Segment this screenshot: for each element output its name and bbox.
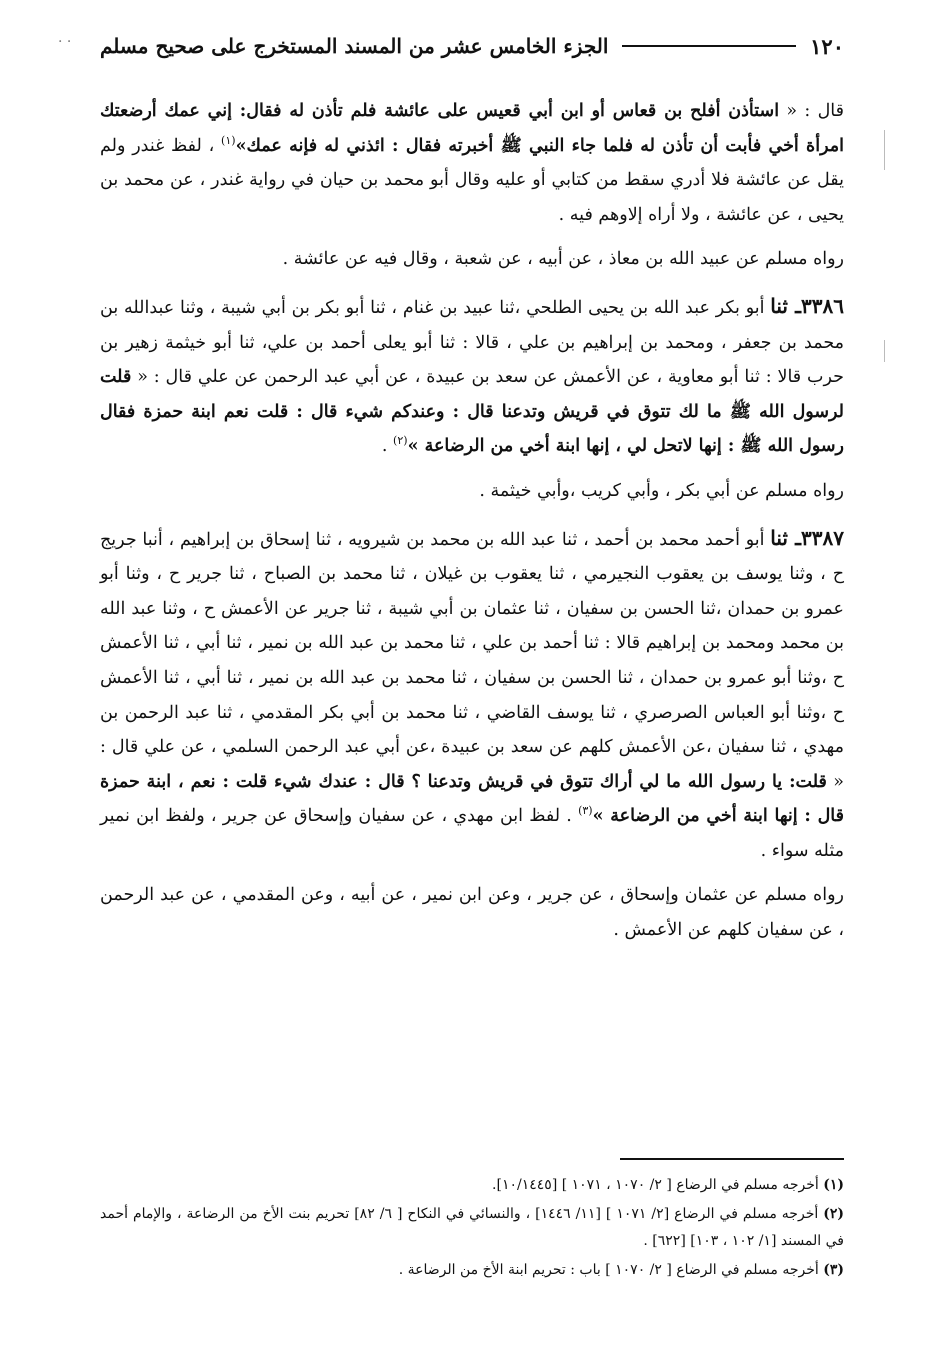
margin-tick	[884, 130, 885, 170]
footnote-ref[interactable]: (١)	[221, 133, 236, 147]
hadith-number: ٣٣٨٦	[801, 293, 844, 318]
hadith-3386	[100, 289, 844, 464]
hadith-matn: استأذن أفلح بن قعاس أو ابن أبي قعيس على عائشة فلم تأذن له فقال: إني عمك أرضعتك امرأة أخي فأبت أن تأذن له فلما جاء النبي ﷺ أخبرته فقال : ائذني له فإنه عمك»	[100, 101, 844, 156]
footnote-mark: (٣)	[823, 1262, 844, 1278]
hadith-end: .	[381, 436, 388, 457]
page-number: ١٢٠	[810, 33, 844, 59]
margin-tick	[884, 340, 885, 362]
footnote-1	[100, 1172, 844, 1199]
hadith-thana: ـ ثنا	[770, 525, 802, 550]
hadith-matn: قلت لرسول الله ﷺ ما لك تتوق في قريش وتدعنا قال : وعندكم شيء قال : قلت نعم ابنة حمزة فقال رسول الله ﷺ : إنها لاتحل لي ، إنها ابنة أخي من الرضاعة »	[100, 367, 844, 457]
page-body	[100, 94, 844, 960]
footnote-text: أخرجه مسلم في الرضاع [٢/ ١٠٧١ ] [١١/ ١٤٤٦] ، والنسائي في النكاح [ ٦/ ٨٢] تحريم بنت الأخ من الرضاعة ، والإمام أحمد في المسند [١/ ١٠٢ ، ١٠٣] [٦٢٢] .	[100, 1206, 844, 1249]
narration-3387: رواه مسلم عن عثمان وإسحاق ، عن جرير ، وعن ابن نمير ، عن أبيه ، وعن المقدمي ، عن عبد الرحمن ، عن سفيان كلهم عن الأعمش .	[100, 885, 844, 941]
running-title: الجزء الخامس عشر من المسند المستخرج على صحيح مسلم	[100, 34, 609, 58]
footnote-ref[interactable]: (٢)	[393, 434, 408, 448]
hadith-intro: قال : «	[786, 101, 844, 121]
hadith-matn: قلت: يا رسول الله ما لي أراك تتوق في قريش وتدعنا ؟ قال : عندك شيء قلت : نعم ، ابنة حمزة قال : إنها ابنة أخي من الرضاعة »	[100, 771, 844, 827]
header-rule	[622, 45, 796, 47]
hadith-commentary: . لفظ ابن مهدي ، عن سفيان وإسحاق عن جرير ، ولفظ ابن نمير مثله سواء .	[100, 806, 844, 861]
hadith-3385-tail	[100, 94, 844, 232]
hadith-isnad: أبو أحمد محمد بن أحمد ، ثنا عبد الله بن محمد بن شيرويه ، ثنا إسحاق بن إبراهيم ، أنبا جريج ح ، وثنا يوسف بن يعقوب النجيرمي ، ثنا يعقوب بن غيلان ، ثنا محمد بن الصباح ، ثنا جرير ح ، وثنا أبو عمرو بن حمدان ،ثنا الحسن بن سفيان ، ثنا عثمان بن أبي شيبة ، ثنا جرير عن الأعمش ح ، وثنا عبد الله بن محمد ومحمد بن إبراهيم قالا : ثنا أحمد بن علي ، ثنا محمد بن عبد الله بن نمير ، ثنا أبي ، ثنا الأعمش ح ،وثنا أبو عمرو بن حمدان ، ثنا الحسن بن سفيان ، ثنا محمد بن عبد الله بن نمير ، ثنا أبي ، ثنا الأعمش ح ،وثنا أبو العباس الصرصري ، ثنا يوسف القاضي ، ثنا محمد بن أبي بكر المقدمي ، ثنا عبد الرحمن بن مهدي ، ثنا سفيان ،عن الأعمش كلهم عن سعد بن عبيدة ،عن أبي عبد الرحمن السلمي ، عن علي قال : «	[100, 529, 844, 792]
footnote-rule	[620, 1158, 844, 1160]
footnotes	[100, 1172, 844, 1286]
footnote-ref[interactable]: (٣)	[578, 804, 593, 818]
hadith-number: ٣٣٨٧	[801, 525, 844, 550]
narration-3385: رواه مسلم عن عبيد الله بن معاذ ، عن أبيه ، عن شعبة ، وقال فيه عن عائشة .	[282, 249, 844, 270]
footnote-mark: (٢)	[823, 1206, 845, 1222]
hadith-commentary: ، لفظ غندر ولم يقل عن عائشة فلا أدري سقط من كتابي أو عليه وقال أبو محمد بن حيان في رواية غندر ، عن محمد بن يحيى ، عن عائشة ، ولا أراه إلاوهم فيه .	[100, 135, 844, 225]
hadith-isnad: أبو بكر عبد الله بن يحيى الطلحي ،ثنا عبيد بن غنام ، ثنا أبو بكر بن أبي شيبة ، وثنا عبدالله بن محمد بن جعفر ، ومحمد بن إبراهيم بن علي ، قالا : ثنا أبو يعلى أحمد بن علي، ثنا أبو خيثمة زهير بن حرب قالا : ثنا أبو معاوية ، عن الأعمش عن سعد بن عبيدة ، عن أبي عبد الرحمن عن علي قال : «	[100, 297, 844, 388]
narration-3386: رواه مسلم عن أبي بكر ، وأبي كريب ،وأبي خيثمة .	[479, 480, 844, 501]
footnote-3	[100, 1257, 844, 1284]
footnote-text: أخرجه مسلم في الرضاع [ ٢/ ١٠٧٠ ] باب : تحريم ابنة الأخ من الرضاعة .	[398, 1262, 819, 1278]
footnote-mark: (١)	[823, 1177, 844, 1193]
hadith-thana: ـ ثنا	[770, 293, 802, 318]
hadith-3387	[100, 521, 844, 869]
footnote-text: أخرجه مسلم في الرضاع [ ٢/ ١٠٧٠ ، ١٠٧١ ] [١٠/١٤٤٥].	[492, 1177, 819, 1193]
footnote-2	[100, 1201, 844, 1255]
margin-mark: · ·	[58, 34, 72, 50]
page-header	[100, 26, 844, 66]
